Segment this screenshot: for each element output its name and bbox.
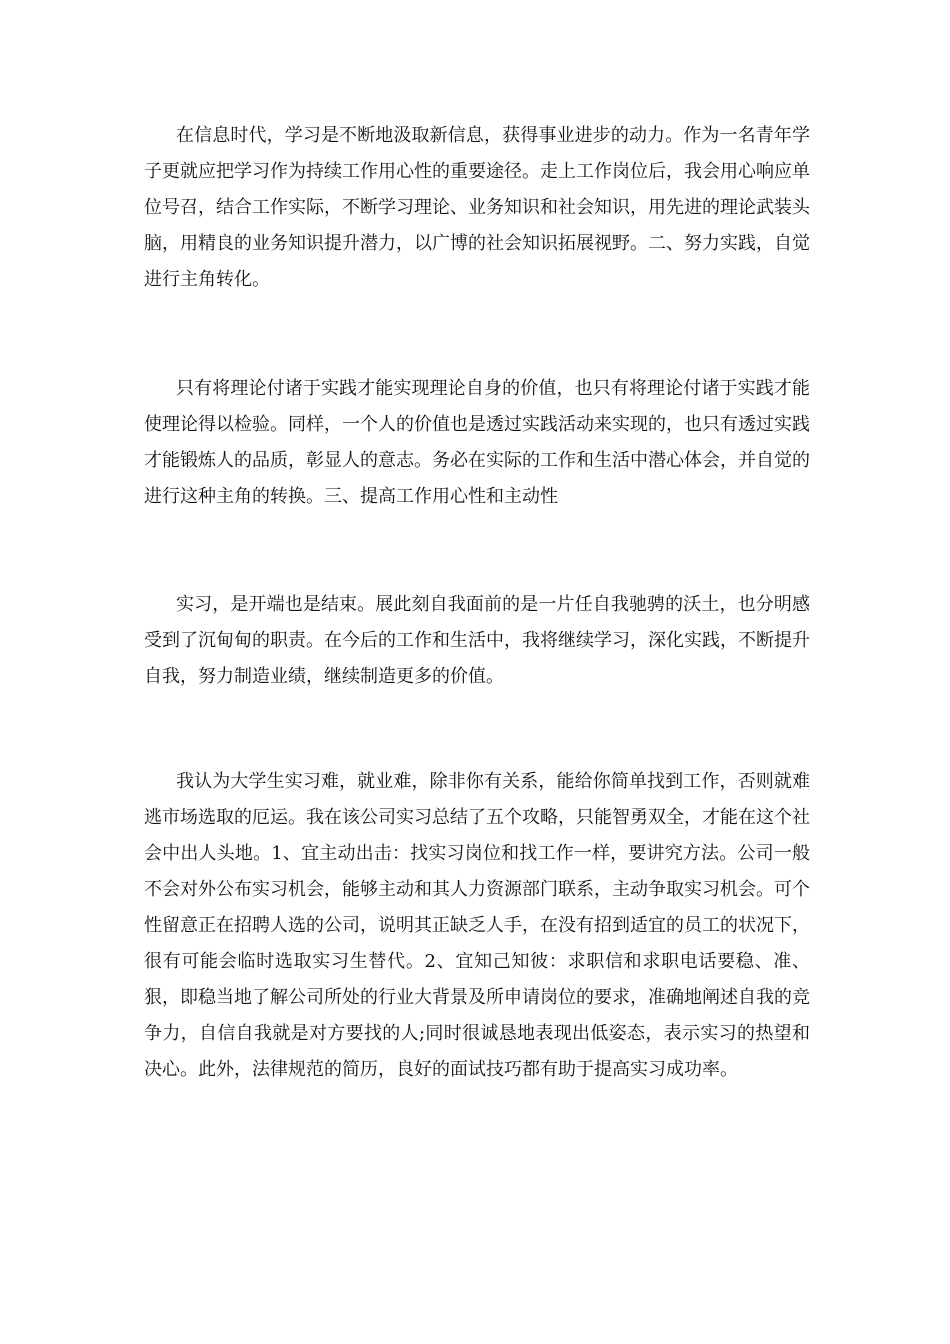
paragraph-internship-tips: 我认为大学生实习难，就业难，除非你有关系，能给你简单找到工作，否则就难逃市场选取的厄运。我在该公司实习总结了五个攻略，只能智勇双全，才能在这个社会中出人头地。1、宜主动出击：找实习岗位和找工作一样，要讲究方法。公司一般不会对外公布实习机会，能够主动和其人力资源部门联系，主动争取实习机会。可个性留意正在招聘人选的公司，说明其正缺乏人手，在没有招到适宜的员工的状况下，很有可能会临时选取实习生替代。2、宜知己知彼：求职信和求职电话要稳、准、狠，即稳当地了解公司所处的行业大背景及所申请岗位的要求，准确地阐述自我的竞争力，自信自我就是对方要找的人;同时很诚恳地表现出低姿态，表示实习的热望和决心。此外，法律规范的简历，良好的面试技巧都有助于提高实习成功率。 [144,771,810,1080]
paragraph-conclusion: 实习，是开端也是结束。展此刻自我面前的是一片任自我驰骋的沃土，也分明感受到了沉甸甸的职责。在今后的工作和生活中，我将继续学习，深化实践，不断提升自我，努力制造业绩，继续制造更多的价值。 [144,594,810,687]
paragraph-study: 在信息时代，学习是不断地汲取新信息，获得事业进步的动力。作为一名青年学子更就应把学习作为持续工作用心性的重要途径。走上工作岗位后，我会用心响应单位号召，结合工作实际，不断学习理论、业务知识和社会知识，用先进的理论武装头脑，用精良的业务知识提升潜力，以广博的社会知识拓展视野。二、努力实践，自觉进行主角转化。 [144,125,810,290]
paragraph-practice: 只有将理论付诸于实践才能实现理论自身的价值，也只有将理论付诸于实践才能使理论得以检验。同样，一个人的价值也是透过实践活动来实现的，也只有透过实践才能锻炼人的品质，彰显人的意志。务必在实际的工作和生活中潜心体会，并自觉的进行这种主角的转换。三、提高工作用心性和主动性 [144,378,810,507]
